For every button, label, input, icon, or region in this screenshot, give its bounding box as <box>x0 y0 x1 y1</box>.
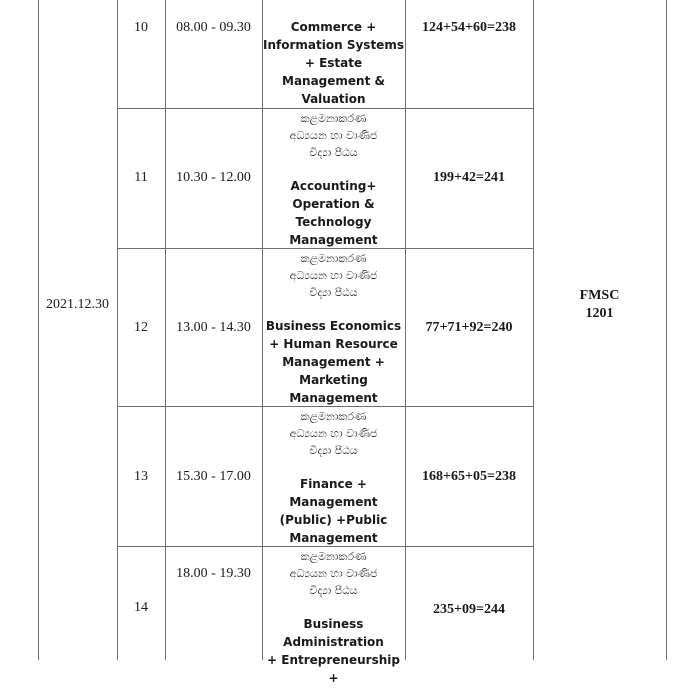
department-list <box>280 475 388 547</box>
faculty-department-cell <box>262 250 405 406</box>
department-line: Marketing <box>299 373 368 387</box>
department-line: Management & <box>282 74 385 88</box>
session-time: 15.30 - 17.00 <box>176 469 251 484</box>
session-time: 18.00 - 19.30 <box>176 566 251 581</box>
faculty-line: කළමනාකරණ <box>300 112 367 125</box>
faculty-department-cell <box>262 408 405 546</box>
department-list <box>262 615 405 687</box>
faculty-line: අධ්‍යයන හා වාණිජ <box>289 129 378 142</box>
faculty-line: කළමනාකරණ <box>300 550 367 563</box>
faculty-department-cell <box>262 110 405 248</box>
student-count: 124+54+60=238 <box>422 20 516 35</box>
faculty-line: විද්‍යා පීඨය <box>309 584 358 597</box>
session-number: 11 <box>134 170 148 185</box>
table-border-right <box>666 0 667 660</box>
faculty-name-sinhala <box>290 548 378 599</box>
faculty-line: කළමනාකරණ <box>300 410 367 423</box>
session-time: 10.30 - 12.00 <box>176 170 251 185</box>
faculty-name-sinhala <box>290 110 378 161</box>
course-code-line2: 1201 <box>585 306 614 321</box>
row-divider <box>117 108 533 109</box>
department-line: Business Economics <box>265 319 402 333</box>
department-line: Business <box>303 617 364 631</box>
student-count: 168+65+05=238 <box>422 469 516 484</box>
department-line: Management <box>289 233 378 247</box>
course-code <box>533 280 666 330</box>
department-list <box>289 177 377 249</box>
department-line: Management <box>289 495 378 509</box>
faculty-name-sinhala <box>290 408 378 459</box>
department-line: Technology <box>295 215 372 229</box>
faculty-line: අධ්‍යයන හා වාණිජ <box>289 269 378 282</box>
department-list <box>266 317 401 407</box>
student-count: 77+71+92=240 <box>425 320 513 335</box>
department-line: Valuation <box>301 92 366 106</box>
department-line: Information Systems <box>263 38 404 52</box>
department-line: Commerce + <box>290 20 377 34</box>
session-number: 10 <box>134 20 148 35</box>
department-line: Accounting+ <box>290 179 377 193</box>
student-count: 235+09=244 <box>433 602 505 617</box>
column-divider-students <box>533 0 534 660</box>
faculty-line: අධ්‍යයන හා වාණිජ <box>289 427 378 440</box>
department-list <box>262 18 405 108</box>
department-line: (Public) +Public <box>279 513 388 527</box>
session-time: 13.00 - 14.30 <box>176 320 251 335</box>
exam-date: 2021.12.30 <box>46 297 109 312</box>
course-code-line1: FMSC <box>579 288 620 303</box>
session-number: 13 <box>134 469 148 484</box>
department-line: Operation & <box>292 197 375 211</box>
department-line: Management <box>289 391 378 405</box>
session-number: 14 <box>134 600 148 615</box>
department-line: + Human Resource <box>269 337 398 351</box>
faculty-line: විද්‍යා පීඨය <box>309 444 358 457</box>
department-line: Management + <box>282 355 385 369</box>
department-line: + Entrepreneurship + <box>267 653 400 685</box>
faculty-line: විද්‍යා පීඨය <box>309 146 358 159</box>
table-border-left <box>38 0 39 660</box>
faculty-line: කළමනාකරණ <box>300 252 367 265</box>
faculty-name-sinhala <box>290 250 378 301</box>
department-line: Management <box>289 531 378 545</box>
session-number: 12 <box>134 320 148 335</box>
department-line: + Estate <box>304 56 363 70</box>
department-line: Finance + <box>300 477 367 491</box>
faculty-department-cell <box>262 548 405 688</box>
department-line: Administration <box>283 635 384 649</box>
session-time: 08.00 - 09.30 <box>176 20 251 35</box>
faculty-line: අධ්‍යයන හා වාණිජ <box>289 567 378 580</box>
faculty-line: විද්‍යා පීඨය <box>309 286 358 299</box>
student-count: 199+42=241 <box>433 170 505 185</box>
